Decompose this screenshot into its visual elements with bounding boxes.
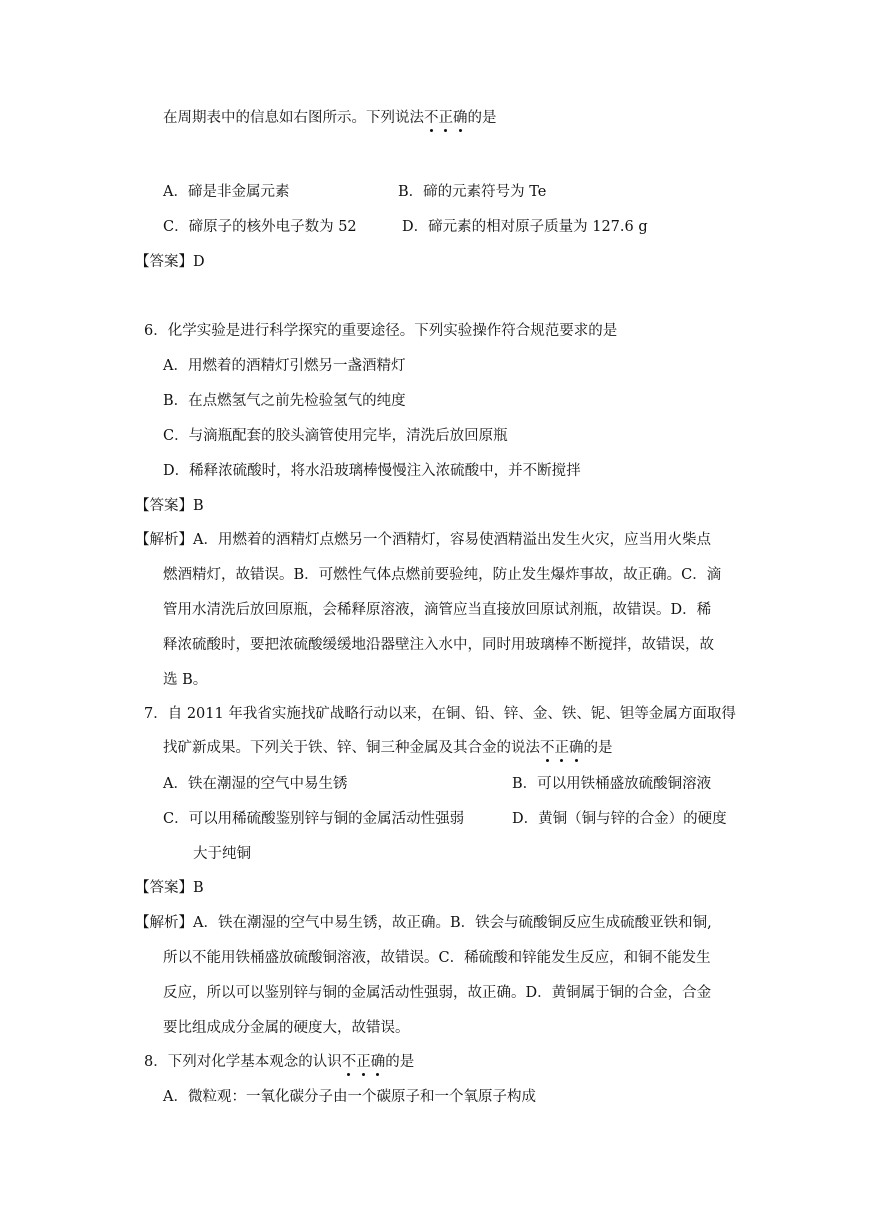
q6-analysis-line: 燃酒精灯，故错误。B．可燃性气体点燃前要验纯，防止发生爆炸事故，故正确。C．滴: [163, 567, 722, 583]
emphasis-char: 确: [370, 1054, 386, 1070]
q8-stem-post: 的是: [385, 1054, 415, 1070]
q5-option-b: B．碲的元素符号为 Te: [398, 184, 547, 200]
q7-analysis-line: 要比组成成分金属的硬度大，故错误。: [163, 1020, 410, 1036]
q7-analysis-line: 反应，所以可以鉴别锌与铜的金属活动性强弱，故正确。D．黄铜属于铜的合金，合金: [163, 985, 712, 1001]
q6-stem: 6．化学实验是进行科学探究的重要途径。下列实验操作符合规范要求的是: [144, 323, 618, 339]
q5-stem: [163, 108, 497, 128]
q7-option-d: D．黄铜（铜与锌的合金）的硬度: [512, 811, 727, 827]
q6-analysis-line: 【解析】A．用燃着的酒精灯点燃另一个酒精灯，容易使酒精溢出发生火灾，应当用火柴点: [135, 532, 711, 548]
emphasis-char: 正: [356, 1054, 371, 1070]
emphasis-char: 不: [540, 740, 555, 756]
q6-analysis-line: 释浓硫酸时，要把浓硫酸缓缓地沿器壁注入水中，同时用玻璃棒不断搅拌，故错误，故: [163, 637, 714, 653]
emphasis-char: 确: [453, 110, 468, 126]
q7-option-b: B．可以用铁桶盛放硫酸铜溶液: [512, 776, 712, 792]
emphasis-char: 不: [341, 1054, 357, 1070]
q7-analysis-line: 所以不能用铁桶盛放硫酸铜溶液，故错误。C．稀硫酸和锌能发生反应，和铜不能发生: [163, 950, 711, 966]
emphasis-char: 正: [554, 740, 569, 756]
q8-option-a: A．微粒观：一氧化碳分子由一个碳原子和一个氧原子构成: [163, 1089, 536, 1105]
q8-stem-pre: 8．下列对化学基本观念的认识: [144, 1054, 342, 1070]
emphasis-char: 不: [424, 110, 439, 126]
q7-option-c: C．可以用稀硫酸鉴别锌与铜的金属活动性强弱: [163, 811, 465, 827]
q7-stem-post: 的是: [583, 740, 613, 756]
emphasis-char: 确: [569, 740, 584, 756]
q6-option-a: A．用燃着的酒精灯引燃另一盏酒精灯: [163, 358, 406, 374]
q6-analysis-line: 选 B。: [163, 672, 208, 688]
q7-analysis-line: 【解析】A．铁在潮湿的空气中易生锈，故正确。B．铁会与硫酸铜反应生成硫酸亚铁和铜,: [135, 915, 712, 931]
q7-stem-line-1: 7．自 2011 年我省实施找矿战略行动以来，在铜、铅、锌、金、铁、铌、钽等金属方面取得: [144, 706, 736, 722]
q5-option-d: D．碲元素的相对原子质量为 127.6 g: [402, 219, 648, 235]
q7-option-d-continued: 大于纯铜: [193, 846, 251, 862]
q5-option-c: C．碲原子的核外电子数为 52: [163, 219, 357, 235]
q8-stem: [144, 1052, 414, 1072]
q5-answer: 【答案】D: [135, 254, 205, 270]
q5-option-a: A．碲是非金属元素: [163, 184, 290, 200]
q6-option-c: C．与滴瓶配套的胶头滴管使用完毕，清洗后放回原瓶: [163, 428, 508, 444]
q7-answer: 【答案】B: [135, 880, 204, 896]
q6-answer: 【答案】B: [135, 498, 204, 514]
q7-stem-pre: 找矿新成果。下列关于铁、锌、铜三种金属及其合金的说法: [163, 740, 540, 756]
q6-option-b: B．在点燃氢气之前先检验氢气的纯度: [163, 393, 406, 409]
emphasis-char: 正: [438, 110, 453, 126]
q7-stem-line-2: [163, 738, 613, 758]
q7-option-a: A．铁在潮湿的空气中易生锈: [163, 776, 348, 792]
q6-analysis-line: 管用水清洗后放回原瓶，会稀释原溶液，滴管应当直接放回原试剂瓶，故错误。D．稀: [163, 602, 712, 618]
q6-option-d: D．稀释浓硫酸时，将水沿玻璃棒慢慢注入浓硫酸中，并不断搅拌: [163, 463, 581, 479]
q5-stem-pre: 在周期表中的信息如右图所示。下列说法: [163, 110, 424, 126]
q5-stem-post: 的是: [467, 110, 497, 126]
